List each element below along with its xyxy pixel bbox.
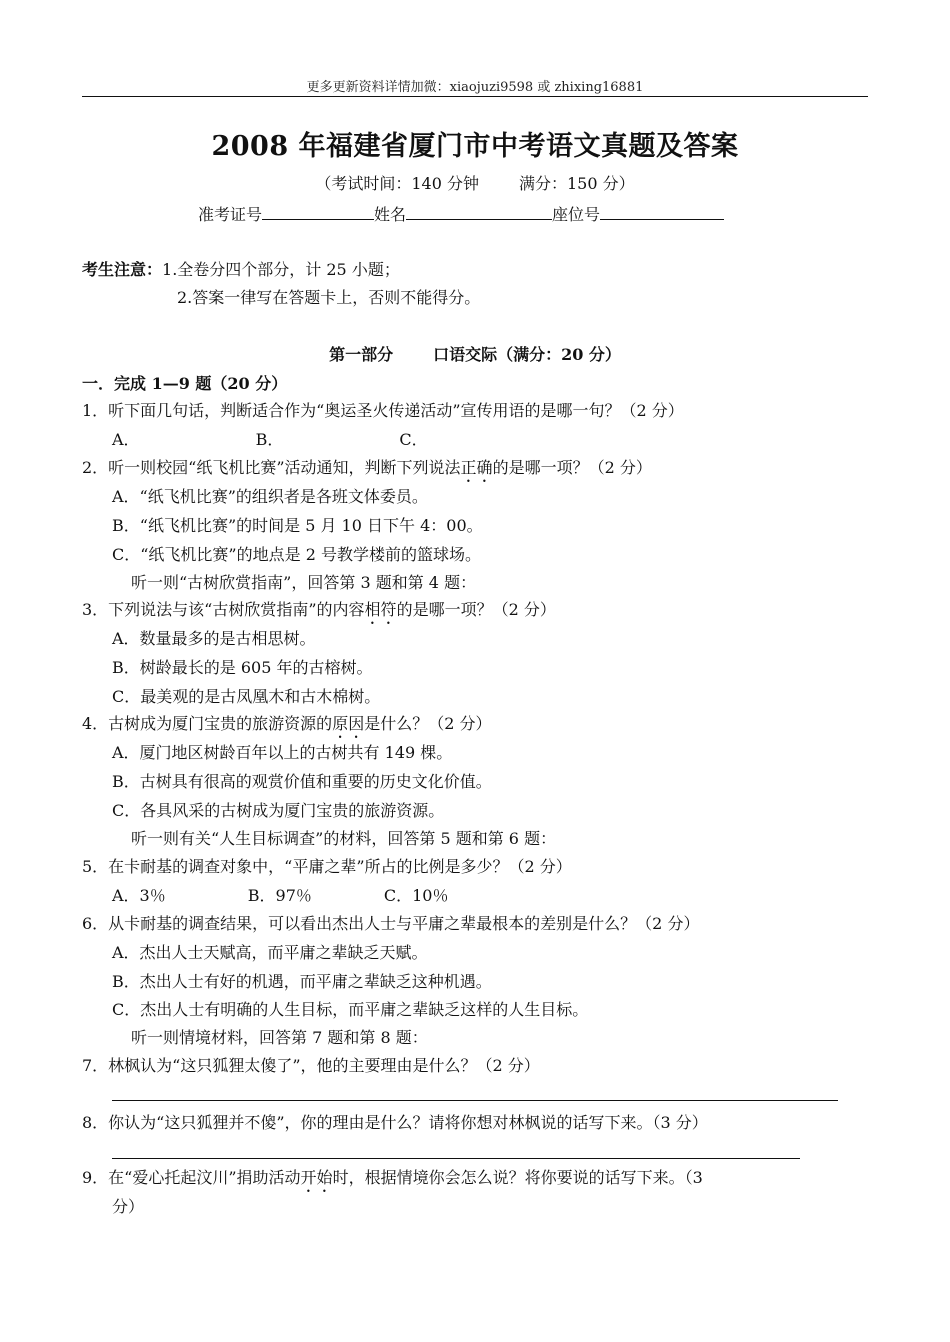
part1-title: 口语交际（满分：20 分） (433, 345, 621, 364)
q3-stem-post: 的是哪一项？（2 分） (396, 600, 556, 619)
q5-option-a: A．3％ (112, 886, 166, 905)
q2-option-c: C．“纸飞机比赛”的地点是 2 号教学楼前的篮球场。 (112, 545, 481, 564)
q3-emphasis: 相符 (364, 600, 397, 619)
q9-stem-continued: 分） (112, 1197, 145, 1216)
notice-line-1 (82, 260, 400, 280)
section1-heading: 一．完成 1—9 题（20 分） (82, 374, 288, 393)
q1-stem: 1．听下面几句话，判断适合作为“奥运圣火传递活动”宣传用语的是哪一句？（2 分） (82, 401, 684, 420)
q3-stem (82, 600, 556, 628)
q2-option-b: B．“纸飞机比赛”的时间是 5 月 10 日下午 4：00。 (112, 516, 483, 535)
q6-option-a: A．杰出人士天赋高，而平庸之辈缺乏天赋。 (112, 943, 428, 962)
header-rule (82, 96, 868, 97)
q3-option-c: C．最美观的是古凤凰木和古木棉树。 (112, 687, 381, 706)
q4-stem-pre: 4．古树成为厦门宝贵的旅游资源的 (82, 714, 333, 733)
notice-item-2: 2.答案一律写在答题卡上，否则不能得分。 (177, 288, 481, 307)
q7-answer-line[interactable] (112, 1100, 838, 1101)
q1-option-c: C． (399, 430, 428, 449)
q4-option-a: A．厦门地区树龄百年以上的古树共有 149 棵。 (112, 743, 453, 762)
q2-option-a: A．“纸飞机比赛”的组织者是各班文体委员。 (112, 487, 428, 506)
page-header: 更多更新资料详情加微：xiaojuzi9598 或 zhixing16881 (306, 80, 644, 95)
q9-stem (82, 1168, 703, 1196)
intro-q7-q8: 听一则情境材料，回答第 7 题和第 8 题： (131, 1028, 428, 1047)
q4-emphasis: 原因 (332, 714, 365, 733)
q3-option-a: A．数量最多的是古相思树。 (112, 629, 316, 648)
q1-option-b: B． (255, 430, 284, 449)
exam-info (0, 174, 950, 194)
exam-title: 2008 年福建省厦门市中考语文真题及答案 (211, 131, 739, 162)
notice-item-1: 1.全卷分四个部分，计 25 小题； (162, 260, 400, 279)
q5-option-c: C．10％ (383, 886, 449, 905)
q5-options (112, 886, 448, 906)
q4-stem (82, 714, 491, 742)
q6-stem: 6．从卡耐基的调查结果，可以看出杰出人士与平庸之辈最根本的差别是什么？（2 分） (82, 914, 700, 933)
candidate-name-label: 姓名 (374, 205, 407, 224)
part1-label: 第一部分 (329, 345, 394, 364)
candidate-info (198, 203, 724, 225)
q3-stem-pre: 3．下列说法与该“古树欣赏指南”的内容 (82, 600, 365, 619)
q4-option-c: C．各具风采的古树成为厦门宝贵的旅游资源。 (112, 801, 445, 820)
exam-time: （考试时间：140 分钟 (315, 174, 479, 193)
q4-stem-post: 是什么？（2 分） (364, 714, 492, 733)
q1-options (112, 430, 428, 450)
intro-q3-q4: 听一则“古树欣赏指南”，回答第 3 题和第 4 题： (131, 573, 477, 592)
q2-stem-pre: 2．听一则校园“纸飞机比赛”活动通知，判断下列说法 (82, 458, 461, 477)
candidate-seat-field[interactable] (600, 203, 724, 220)
intro-q5-q6: 听一则有关“人生目标调查”的材料，回答第 5 题和第 6 题： (131, 829, 557, 848)
q8-stem: 8．你认为“这只狐狸并不傻”，你的理由是什么？请将你想对林枫说的话写下来。（3 分） (82, 1113, 708, 1132)
q9-emphasis: 开始 (300, 1168, 333, 1187)
q3-option-b: B．树龄最长的是 605 年的古榕树。 (112, 658, 373, 677)
exam-score: 满分：150 分） (519, 174, 635, 193)
notice-label: 考生注意： (82, 260, 163, 279)
q7-stem: 7．林枫认为“这只狐狸太傻了”，他的主要理由是什么？（2 分） (82, 1056, 540, 1075)
candidate-seat-label: 座位号 (552, 205, 601, 224)
part1-heading (0, 345, 950, 365)
q6-option-b: B．杰出人士有好的机遇，而平庸之辈缺乏这种机遇。 (112, 972, 492, 991)
candidate-id-label: 准考证号 (198, 205, 263, 224)
q8-answer-line[interactable] (112, 1158, 800, 1159)
q4-option-b: B．古树具有很高的观赏价值和重要的历史文化价值。 (112, 772, 492, 791)
q5-stem: 5．在卡耐基的调查对象中，“平庸之辈”所占的比例是多少？（2 分） (82, 857, 572, 876)
candidate-id-field[interactable] (262, 203, 374, 220)
q5-option-b: B．97％ (247, 886, 312, 905)
q1-option-a: A． (112, 430, 140, 449)
q9-stem-pre: 9．在“爱心托起汶川”捐助活动 (82, 1168, 301, 1187)
candidate-name-field[interactable] (406, 203, 552, 220)
q2-emphasis: 正确 (460, 458, 493, 477)
q2-stem-post: 的是哪一项？（2 分） (492, 458, 652, 477)
q6-option-c: C．杰出人士有明确的人生目标，而平庸之辈缺乏这样的人生目标。 (112, 1000, 589, 1019)
q2-stem (82, 458, 652, 486)
q9-stem-post: 时，根据情境你会怎么说？将你要说的话写下来。（3 (332, 1168, 703, 1187)
